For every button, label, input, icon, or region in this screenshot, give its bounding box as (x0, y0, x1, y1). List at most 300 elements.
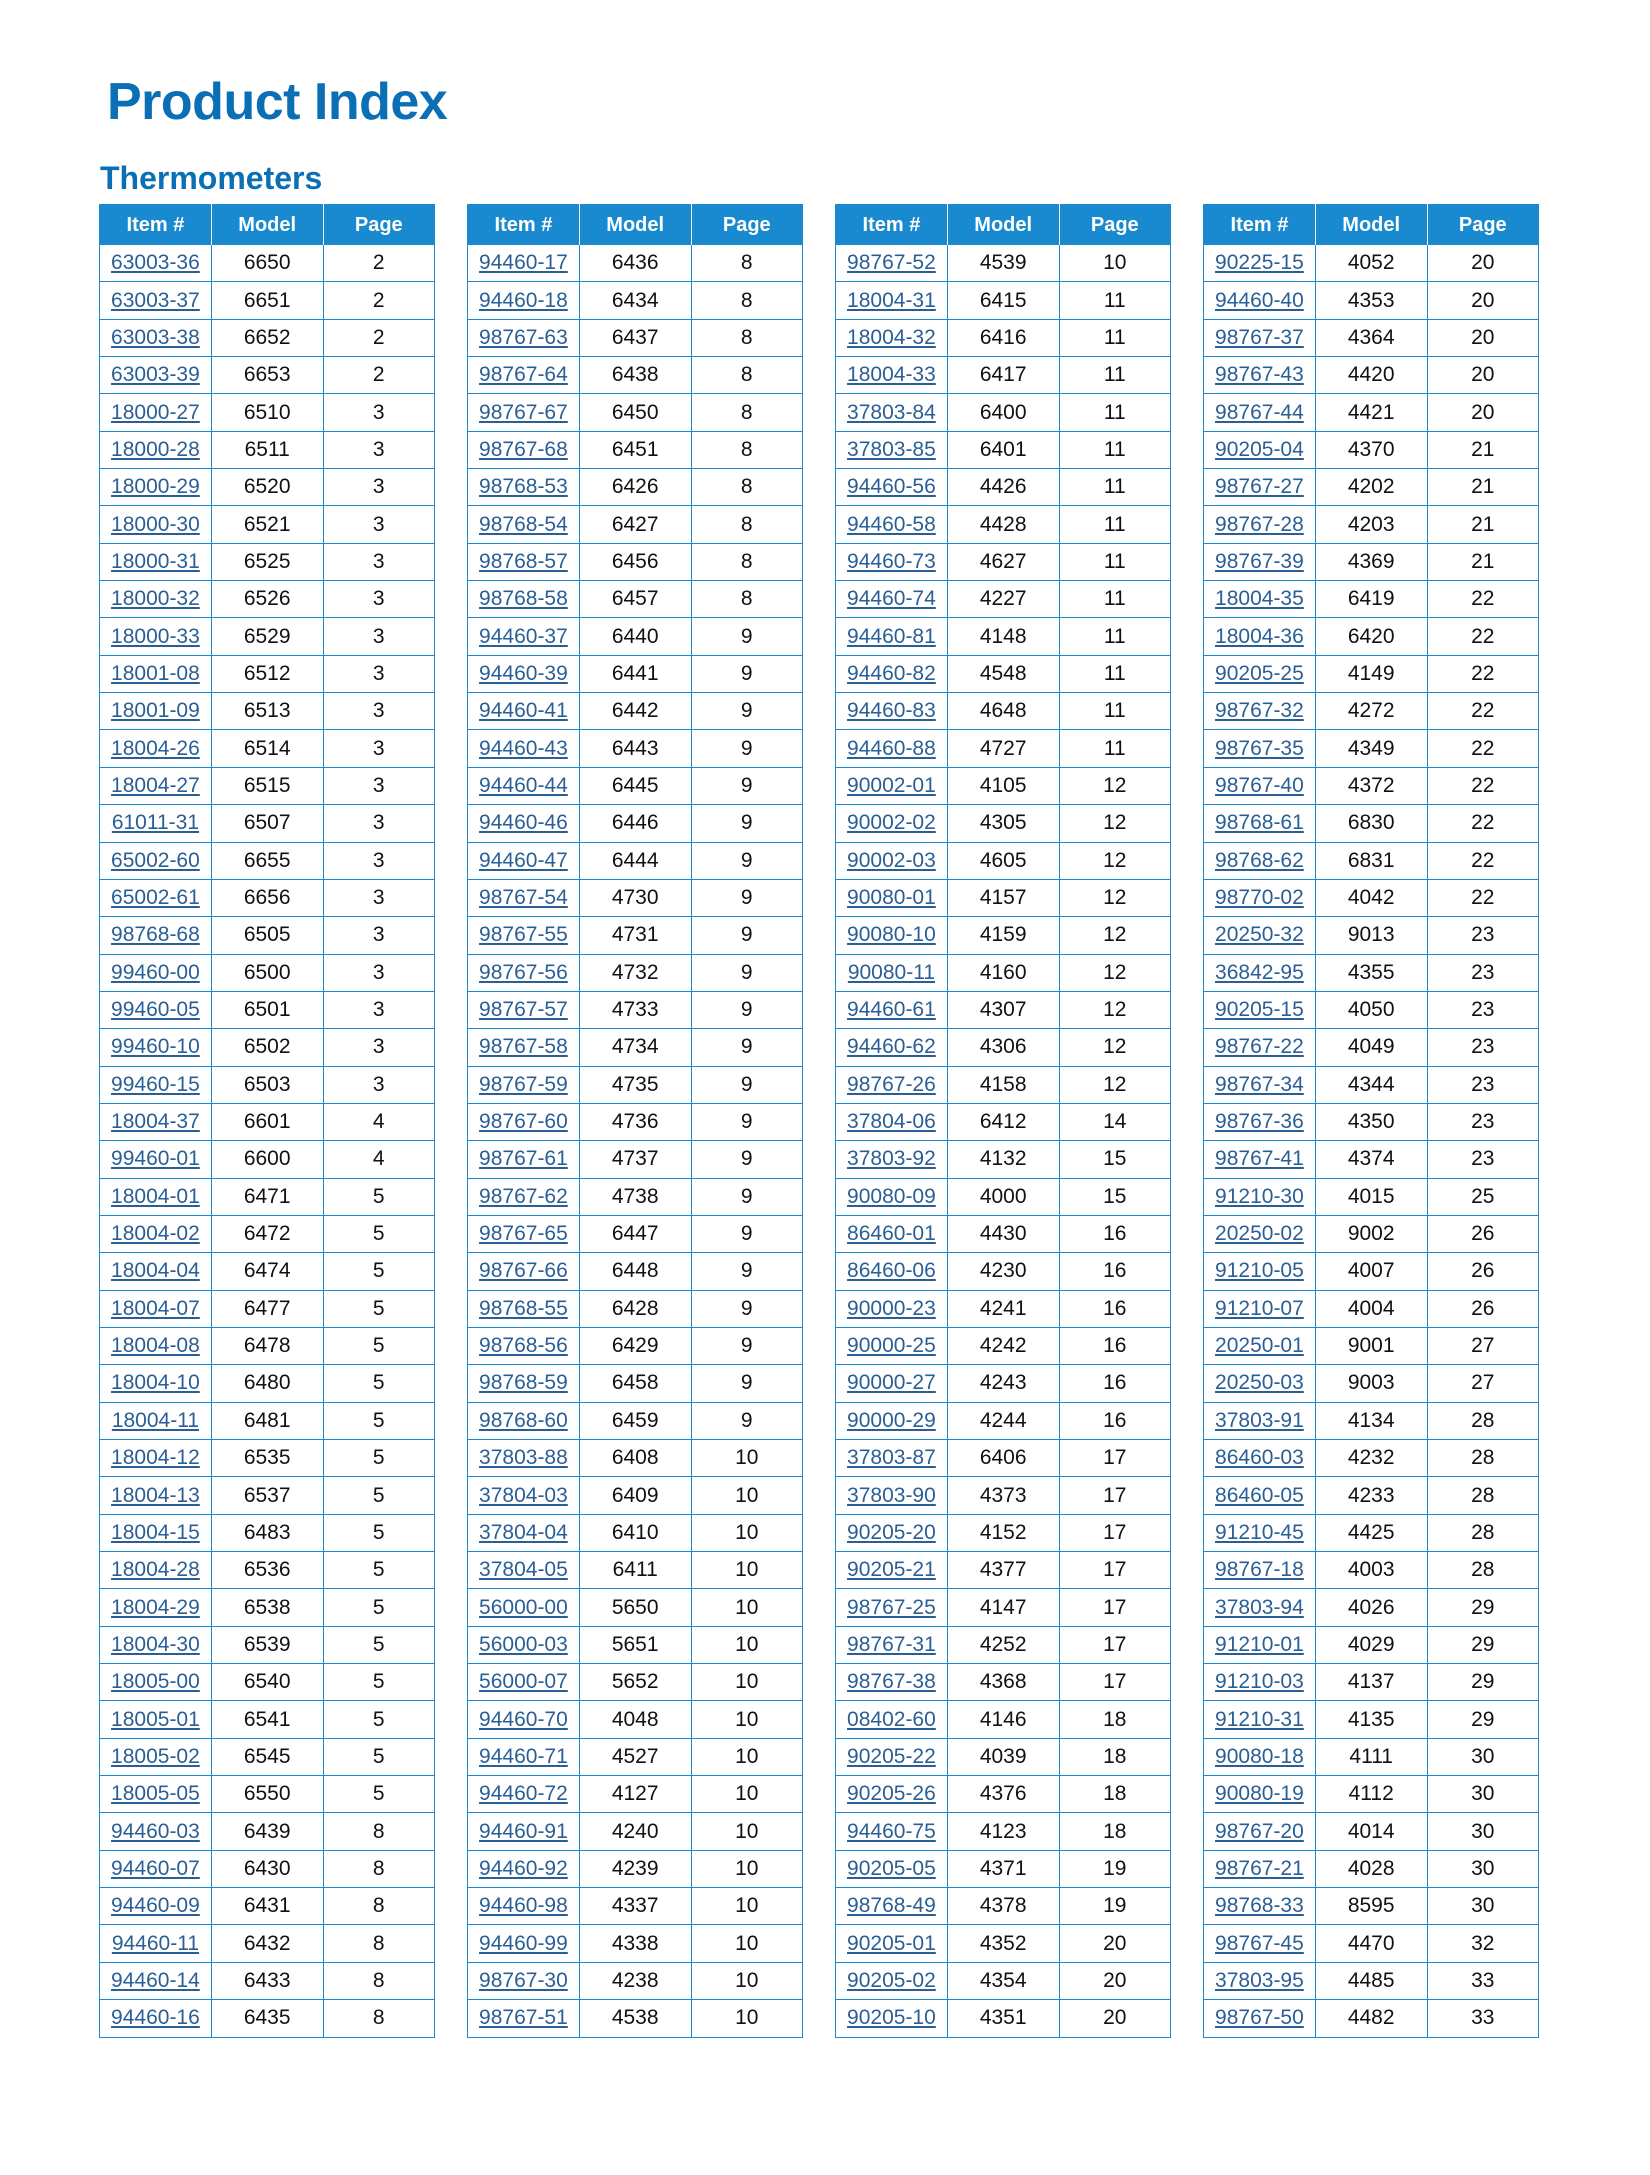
item-cell (1204, 1514, 1316, 1551)
table-row (1204, 1552, 1539, 1589)
item-number-link[interactable]: 18000-31 (111, 549, 200, 573)
item-number-link[interactable]: 90080-09 (847, 1184, 936, 1208)
item-number-link[interactable]: 94460-56 (847, 475, 936, 499)
page-cell: 20 (1059, 2000, 1170, 2037)
page-cell: 10 (691, 2000, 802, 2037)
item-number-link[interactable]: 94460-72 (479, 1782, 568, 1806)
item-number-link[interactable]: 86460-03 (1215, 1446, 1304, 1470)
item-cell (100, 1589, 212, 1626)
item-number-link[interactable]: 18005-00 (111, 1670, 200, 1694)
item-number-link[interactable]: 90000-25 (847, 1334, 936, 1358)
item-number-link[interactable]: 98767-44 (1215, 400, 1304, 424)
item-number-link[interactable]: 18004-08 (111, 1334, 200, 1358)
item-number-link[interactable]: 94460-46 (479, 811, 568, 835)
item-cell (836, 1514, 948, 1551)
item-number-link[interactable]: 94460-83 (847, 699, 936, 723)
page-cell: 10 (691, 1701, 802, 1738)
item-number-link[interactable]: 18004-35 (1215, 587, 1304, 611)
model-cell: 4028 (1315, 1850, 1427, 1887)
item-number-link[interactable]: 63003-36 (111, 251, 200, 275)
item-number-link[interactable]: 98768-59 (479, 1371, 568, 1395)
model-cell: 4241 (947, 1290, 1059, 1327)
item-number-link[interactable]: 91210-03 (1215, 1670, 1304, 1694)
item-number-link[interactable]: 18004-32 (847, 325, 936, 349)
item-number-link[interactable]: 18000-27 (111, 400, 200, 424)
item-number-link[interactable]: 98767-20 (1215, 1819, 1304, 1843)
item-number-link[interactable]: 18000-32 (111, 587, 200, 611)
page-cell: 8 (691, 431, 802, 468)
item-number-link[interactable]: 99460-01 (111, 1147, 200, 1171)
item-number-link[interactable]: 94460-43 (479, 736, 568, 760)
item-number-link[interactable]: 37803-84 (847, 400, 936, 424)
item-cell (1204, 805, 1316, 842)
item-number-link[interactable]: 20250-32 (1215, 923, 1304, 947)
item-number-link[interactable]: 98767-21 (1215, 1856, 1304, 1880)
item-number-link[interactable]: 91210-05 (1215, 1259, 1304, 1283)
table-row (100, 1589, 435, 1626)
item-number-link[interactable]: 98767-34 (1215, 1072, 1304, 1096)
table-row (100, 1066, 435, 1103)
item-number-link[interactable]: 99460-15 (111, 1072, 200, 1096)
item-number-link[interactable]: 94460-91 (479, 1819, 568, 1843)
item-number-link[interactable]: 90205-15 (1215, 998, 1304, 1022)
item-number-link[interactable]: 56000-03 (479, 1632, 568, 1656)
table-row (836, 1365, 1171, 1402)
item-number-link[interactable]: 91210-31 (1215, 1707, 1304, 1731)
item-number-link[interactable]: 98767-67 (479, 400, 568, 424)
item-number-link[interactable]: 90000-23 (847, 1296, 936, 1320)
item-cell (836, 357, 948, 394)
item-number-link[interactable]: 94460-47 (479, 848, 568, 872)
item-number-link[interactable]: 18005-05 (111, 1782, 200, 1806)
page-cell: 10 (691, 1925, 802, 1962)
item-cell (836, 2000, 948, 2037)
model-cell: 6439 (211, 1813, 323, 1850)
item-number-link[interactable]: 91210-01 (1215, 1632, 1304, 1656)
item-number-link[interactable]: 98770-02 (1215, 886, 1304, 910)
item-number-link[interactable]: 18004-15 (111, 1520, 200, 1544)
table-row (836, 1589, 1171, 1626)
item-number-link[interactable]: 18005-01 (111, 1707, 200, 1731)
table-row (468, 543, 803, 580)
page-cell: 3 (323, 1029, 434, 1066)
item-number-link[interactable]: 98767-64 (479, 363, 568, 387)
item-number-link[interactable]: 90205-10 (847, 2006, 936, 2030)
item-number-link[interactable]: 63003-38 (111, 325, 200, 349)
item-number-link[interactable]: 94460-88 (847, 736, 936, 760)
item-number-link[interactable]: 98767-28 (1215, 512, 1304, 536)
model-cell: 4029 (1315, 1626, 1427, 1663)
model-cell: 4337 (579, 1888, 691, 1925)
item-number-link[interactable]: 94460-07 (111, 1856, 200, 1880)
item-number-link[interactable]: 99460-05 (111, 998, 200, 1022)
item-number-link[interactable]: 90205-05 (847, 1856, 936, 1880)
item-number-link[interactable]: 90002-02 (847, 811, 936, 835)
item-number-link[interactable]: 98767-41 (1215, 1147, 1304, 1171)
table-row (468, 319, 803, 356)
item-number-link[interactable]: 86460-06 (847, 1259, 936, 1283)
item-number-link[interactable]: 94460-81 (847, 624, 936, 648)
item-number-link[interactable]: 18000-30 (111, 512, 200, 536)
item-number-link[interactable]: 08402-60 (847, 1707, 936, 1731)
table-row (100, 1813, 435, 1850)
item-number-link[interactable]: 18004-31 (847, 288, 936, 312)
model-cell: 4421 (1315, 394, 1427, 431)
item-number-link[interactable]: 98767-62 (479, 1184, 568, 1208)
table-row (468, 991, 803, 1028)
item-number-link[interactable]: 91210-30 (1215, 1184, 1304, 1208)
model-cell: 4111 (1315, 1738, 1427, 1775)
item-number-link[interactable]: 94460-03 (111, 1819, 200, 1843)
model-cell: 4026 (1315, 1589, 1427, 1626)
item-number-link[interactable]: 94460-92 (479, 1856, 568, 1880)
page-cell: 22 (1427, 730, 1538, 767)
table-row (468, 1365, 803, 1402)
item-number-link[interactable]: 90002-01 (847, 773, 936, 797)
item-number-link[interactable]: 98767-54 (479, 886, 568, 910)
item-number-link[interactable]: 18001-08 (111, 661, 200, 685)
item-number-link[interactable]: 94460-82 (847, 661, 936, 685)
item-number-link[interactable]: 98768-49 (847, 1894, 936, 1918)
item-number-link[interactable]: 90080-18 (1215, 1744, 1304, 1768)
item-number-link[interactable]: 18005-02 (111, 1744, 200, 1768)
table-row (468, 805, 803, 842)
item-number-link[interactable]: 90000-29 (847, 1408, 936, 1432)
item-number-link[interactable]: 98768-54 (479, 512, 568, 536)
item-number-link[interactable]: 98767-56 (479, 960, 568, 984)
page-cell: 23 (1427, 1141, 1538, 1178)
item-cell (1204, 319, 1316, 356)
table-row (100, 917, 435, 954)
item-number-link[interactable]: 18004-10 (111, 1371, 200, 1395)
item-number-link[interactable]: 20250-01 (1215, 1334, 1304, 1358)
page-cell: 8 (691, 581, 802, 618)
model-cell: 4731 (579, 917, 691, 954)
item-number-link[interactable]: 98768-60 (479, 1408, 568, 1432)
page-cell: 11 (1059, 506, 1170, 543)
page-cell: 3 (323, 469, 434, 506)
model-cell: 6471 (211, 1178, 323, 1215)
item-number-link[interactable]: 98768-56 (479, 1334, 568, 1358)
page-cell: 8 (691, 394, 802, 431)
model-cell: 4159 (947, 917, 1059, 954)
page-cell: 10 (691, 1776, 802, 1813)
item-number-link[interactable]: 90205-20 (847, 1520, 936, 1544)
item-number-link[interactable]: 37803-90 (847, 1483, 936, 1507)
item-number-link[interactable]: 18000-28 (111, 437, 200, 461)
item-number-link[interactable]: 56000-00 (479, 1595, 568, 1619)
item-number-link[interactable]: 37803-85 (847, 437, 936, 461)
page-cell: 11 (1059, 618, 1170, 655)
table-row (1204, 1738, 1539, 1775)
item-number-link[interactable]: 98767-36 (1215, 1110, 1304, 1134)
item-number-link[interactable]: 18004-13 (111, 1483, 200, 1507)
item-number-link[interactable]: 20250-02 (1215, 1222, 1304, 1246)
model-cell: 4368 (947, 1664, 1059, 1701)
item-number-link[interactable]: 86460-05 (1215, 1483, 1304, 1507)
item-number-link[interactable]: 37804-04 (479, 1520, 568, 1544)
item-number-link[interactable]: 98767-18 (1215, 1558, 1304, 1582)
page-cell: 10 (691, 1888, 802, 1925)
item-number-link[interactable]: 99460-00 (111, 960, 200, 984)
page-cell: 3 (323, 506, 434, 543)
table-row (1204, 1813, 1539, 1850)
item-number-link[interactable]: 98768-62 (1215, 848, 1304, 872)
item-number-link[interactable]: 98767-65 (479, 1222, 568, 1246)
item-number-link[interactable]: 99460-10 (111, 1035, 200, 1059)
item-cell (100, 282, 212, 319)
model-cell: 4272 (1315, 693, 1427, 730)
item-number-link[interactable]: 18004-27 (111, 773, 200, 797)
item-number-link[interactable]: 94460-73 (847, 549, 936, 573)
page-cell: 22 (1427, 842, 1538, 879)
item-number-link[interactable]: 90205-21 (847, 1558, 936, 1582)
item-number-link[interactable]: 98768-33 (1215, 1894, 1304, 1918)
item-number-link[interactable]: 98767-61 (479, 1147, 568, 1171)
model-cell: 4000 (947, 1178, 1059, 1215)
item-number-link[interactable]: 94460-18 (479, 288, 568, 312)
item-number-link[interactable]: 18004-26 (111, 736, 200, 760)
item-number-link[interactable]: 98767-50 (1215, 2006, 1304, 2030)
item-number-link[interactable]: 90080-19 (1215, 1782, 1304, 1806)
item-number-link[interactable]: 90002-03 (847, 848, 936, 872)
item-number-link[interactable]: 98767-43 (1215, 363, 1304, 387)
item-number-link[interactable]: 20250-03 (1215, 1371, 1304, 1395)
item-number-link[interactable]: 94460-62 (847, 1035, 936, 1059)
page-cell: 9 (691, 879, 802, 916)
item-number-link[interactable]: 98767-35 (1215, 736, 1304, 760)
item-number-link[interactable]: 37804-06 (847, 1110, 936, 1134)
item-number-link[interactable]: 94460-71 (479, 1744, 568, 1768)
model-cell: 6435 (211, 2000, 323, 2037)
table-row (836, 879, 1171, 916)
item-number-link[interactable]: 98768-55 (479, 1296, 568, 1320)
item-number-link[interactable]: 18004-04 (111, 1259, 200, 1283)
item-number-link[interactable]: 18000-33 (111, 624, 200, 648)
item-cell (100, 1066, 212, 1103)
item-number-link[interactable]: 91210-45 (1215, 1520, 1304, 1544)
model-cell: 4147 (947, 1589, 1059, 1626)
model-cell: 6432 (211, 1925, 323, 1962)
page-cell: 4 (323, 1141, 434, 1178)
item-number-link[interactable]: 98767-51 (479, 2006, 568, 2030)
item-number-link[interactable]: 90205-01 (847, 1931, 936, 1955)
item-number-link[interactable]: 98767-26 (847, 1072, 936, 1096)
model-cell: 6443 (579, 730, 691, 767)
item-number-link[interactable]: 61011-31 (111, 811, 200, 835)
item-number-link[interactable]: 98767-60 (479, 1110, 568, 1134)
index-table-2 (467, 204, 803, 2038)
item-number-link[interactable]: 98767-58 (479, 1035, 568, 1059)
item-number-link[interactable]: 18004-02 (111, 1222, 200, 1246)
table-row (1204, 1477, 1539, 1514)
item-number-link[interactable]: 94460-98 (479, 1894, 568, 1918)
item-number-link[interactable]: 37803-91 (1215, 1408, 1304, 1432)
item-number-link[interactable]: 90080-11 (847, 960, 936, 984)
item-number-link[interactable]: 98767-22 (1215, 1035, 1304, 1059)
page-cell: 16 (1059, 1365, 1170, 1402)
item-number-link[interactable]: 94460-40 (1215, 288, 1304, 312)
item-number-link[interactable]: 37804-05 (479, 1558, 568, 1582)
item-number-link[interactable]: 90205-02 (847, 1968, 936, 1992)
item-number-link[interactable]: 18004-28 (111, 1558, 200, 1582)
item-number-link[interactable]: 98768-68 (111, 923, 200, 947)
item-number-link[interactable]: 98767-37 (1215, 325, 1304, 349)
page-cell: 9 (691, 917, 802, 954)
item-number-link[interactable]: 37804-03 (479, 1483, 568, 1507)
item-number-link[interactable]: 98767-30 (479, 1968, 568, 1992)
item-number-link[interactable]: 18004-01 (111, 1184, 200, 1208)
item-number-link[interactable]: 94460-58 (847, 512, 936, 536)
page-cell: 3 (323, 394, 434, 431)
model-cell: 6503 (211, 1066, 323, 1103)
item-number-link[interactable]: 98767-25 (847, 1595, 936, 1619)
item-number-link[interactable]: 18004-36 (1215, 624, 1304, 648)
item-number-link[interactable]: 63003-39 (111, 363, 200, 387)
table-row (1204, 693, 1539, 730)
item-number-link[interactable]: 98767-38 (847, 1670, 936, 1694)
item-cell (836, 730, 948, 767)
page-cell: 16 (1059, 1253, 1170, 1290)
item-number-link[interactable]: 18004-37 (111, 1110, 200, 1134)
item-number-link[interactable]: 18004-07 (111, 1296, 200, 1320)
page-cell: 22 (1427, 655, 1538, 692)
item-number-link[interactable]: 94460-99 (479, 1931, 568, 1955)
item-number-link[interactable]: 94460-41 (479, 699, 568, 723)
item-number-link[interactable]: 98768-53 (479, 475, 568, 499)
item-number-link[interactable]: 90205-25 (1215, 661, 1304, 685)
page-cell: 28 (1427, 1514, 1538, 1551)
item-number-link[interactable]: 90225-15 (1215, 251, 1304, 275)
item-number-link[interactable]: 18004-30 (111, 1632, 200, 1656)
item-number-link[interactable]: 65002-61 (111, 886, 200, 910)
item-number-link[interactable]: 37803-95 (1215, 1968, 1304, 1992)
item-number-link[interactable]: 90000-27 (847, 1371, 936, 1395)
item-number-link[interactable]: 98767-40 (1215, 773, 1304, 797)
item-cell (836, 394, 948, 431)
item-number-link[interactable]: 98767-31 (847, 1632, 936, 1656)
item-number-link[interactable]: 94460-70 (479, 1707, 568, 1731)
item-number-link[interactable]: 90080-10 (847, 923, 936, 947)
item-number-link[interactable]: 37803-94 (1215, 1595, 1304, 1619)
item-cell (100, 693, 212, 730)
item-number-link[interactable]: 98767-55 (479, 923, 568, 947)
item-number-link[interactable]: 94460-11 (111, 1931, 200, 1955)
item-number-link[interactable]: 94460-75 (847, 1819, 936, 1843)
item-cell (1204, 1253, 1316, 1290)
item-number-link[interactable]: 37803-87 (847, 1446, 936, 1470)
item-number-link[interactable]: 94460-39 (479, 661, 568, 685)
page-cell: 10 (691, 1813, 802, 1850)
item-number-link[interactable]: 90205-22 (847, 1744, 936, 1768)
item-number-link[interactable]: 98767-32 (1215, 699, 1304, 723)
item-number-link[interactable]: 98767-63 (479, 325, 568, 349)
item-number-link[interactable]: 91210-07 (1215, 1296, 1304, 1320)
item-number-link[interactable]: 90080-01 (847, 886, 936, 910)
table-row (836, 1514, 1171, 1551)
model-cell: 6406 (947, 1440, 1059, 1477)
item-cell (836, 1962, 948, 1999)
item-number-link[interactable]: 94460-17 (479, 251, 568, 275)
table-row (100, 245, 435, 282)
item-number-link[interactable]: 98768-58 (479, 587, 568, 611)
item-number-link[interactable]: 65002-60 (111, 848, 200, 872)
item-number-link[interactable]: 94460-44 (479, 773, 568, 797)
model-cell: 6652 (211, 319, 323, 356)
page-cell: 5 (323, 1776, 434, 1813)
page-cell: 8 (323, 1925, 434, 1962)
item-number-link[interactable]: 18004-11 (111, 1408, 200, 1432)
item-number-link[interactable]: 98767-52 (847, 251, 936, 275)
model-cell: 4648 (947, 693, 1059, 730)
item-number-link[interactable]: 98767-39 (1215, 549, 1304, 573)
item-cell (1204, 1813, 1316, 1850)
item-cell (468, 282, 580, 319)
item-number-link[interactable]: 86460-01 (847, 1222, 936, 1246)
item-number-link[interactable]: 18004-29 (111, 1595, 200, 1619)
item-number-link[interactable]: 18004-12 (111, 1446, 200, 1470)
item-number-link[interactable]: 36842-95 (1215, 960, 1304, 984)
model-cell: 4733 (579, 991, 691, 1028)
page-cell: 10 (1059, 245, 1170, 282)
page-cell: 10 (691, 1589, 802, 1626)
table-row (836, 1850, 1171, 1887)
item-cell (100, 506, 212, 543)
model-cell: 6472 (211, 1215, 323, 1252)
table-row (468, 1029, 803, 1066)
item-number-link[interactable]: 56000-07 (479, 1670, 568, 1694)
item-number-link[interactable]: 18001-09 (111, 699, 200, 723)
table-row (836, 1477, 1171, 1514)
item-number-link[interactable]: 94460-37 (479, 624, 568, 648)
item-number-link[interactable]: 94460-09 (111, 1894, 200, 1918)
page-cell: 18 (1059, 1738, 1170, 1775)
item-number-link[interactable]: 90205-04 (1215, 437, 1304, 461)
model-cell: 6500 (211, 954, 323, 991)
table-row (836, 730, 1171, 767)
page-cell: 5 (323, 1178, 434, 1215)
item-number-link[interactable]: 98768-61 (1215, 811, 1304, 835)
item-number-link[interactable]: 98768-57 (479, 549, 568, 573)
model-cell: 4364 (1315, 319, 1427, 356)
item-number-link[interactable]: 94460-14 (111, 1968, 200, 1992)
item-number-link[interactable]: 98767-27 (1215, 475, 1304, 499)
item-cell (468, 842, 580, 879)
item-number-link[interactable]: 98767-66 (479, 1259, 568, 1283)
page-cell: 17 (1059, 1552, 1170, 1589)
table-row (836, 1440, 1171, 1477)
item-number-link[interactable]: 98767-68 (479, 437, 568, 461)
item-number-link[interactable]: 98767-57 (479, 998, 568, 1022)
item-number-link[interactable]: 90205-26 (847, 1782, 936, 1806)
item-number-link[interactable]: 63003-37 (111, 288, 200, 312)
item-number-link[interactable]: 18000-29 (111, 475, 200, 499)
item-number-link[interactable]: 94460-74 (847, 587, 936, 611)
item-number-link[interactable]: 94460-61 (847, 998, 936, 1022)
item-number-link[interactable]: 18004-33 (847, 363, 936, 387)
model-cell: 4042 (1315, 879, 1427, 916)
model-cell: 9002 (1315, 1215, 1427, 1252)
model-cell: 6600 (211, 1141, 323, 1178)
table-row (836, 1626, 1171, 1663)
item-number-link[interactable]: 98767-45 (1215, 1931, 1304, 1955)
item-number-link[interactable]: 37803-92 (847, 1147, 936, 1171)
page-cell: 29 (1427, 1701, 1538, 1738)
item-number-link[interactable]: 37803-88 (479, 1446, 568, 1470)
item-number-link[interactable]: 98767-59 (479, 1072, 568, 1096)
item-cell (100, 1888, 212, 1925)
item-number-link[interactable]: 94460-16 (111, 2006, 200, 2030)
